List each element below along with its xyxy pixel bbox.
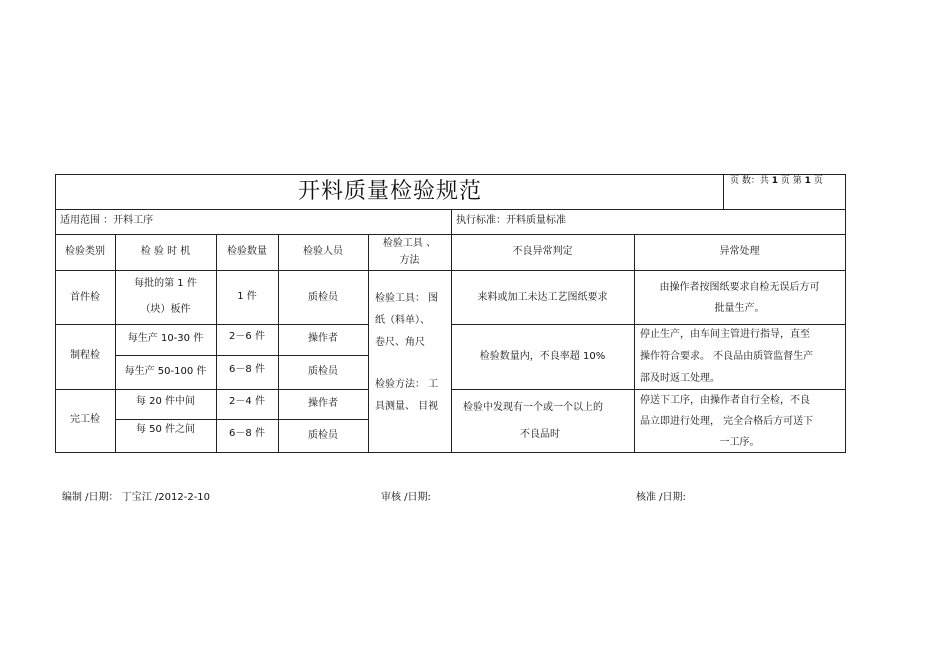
row-final-handling-line2: 品立即进行处理， 完全合格后方可送下 xyxy=(640,416,814,427)
tools-methods-line3: 卷尺、角尺 xyxy=(375,337,425,348)
col-header-quantity: 检验数量 xyxy=(227,246,267,257)
table-line-page-info-left xyxy=(723,174,724,209)
tools-methods-line4: 检验方法： 工 xyxy=(375,379,439,390)
row-final-handling-line3: 一工序。 xyxy=(719,437,760,448)
row-process-defect: 检验数量内，不良率超 10% xyxy=(479,351,606,362)
tools-methods-line2: 纸（料单）、 xyxy=(375,315,430,326)
row-process-quantity-a: 2－6 件 xyxy=(229,331,265,342)
scope-label: 适用范围 ：开料工序 xyxy=(60,215,154,226)
page-total-unit: 页 xyxy=(780,176,790,186)
col-header-defect: 不良异常判定 xyxy=(512,246,573,257)
row-final-quantity-a: 2－4 件 xyxy=(229,396,265,407)
footer-approved: 核准 /日期: xyxy=(636,492,686,503)
row-final-inspector-a: 操作者 xyxy=(308,398,338,409)
table-line-final-split xyxy=(115,419,369,420)
col-header-handling: 异常处理 xyxy=(719,246,760,257)
page-total-value: 1 xyxy=(771,176,779,186)
row-process-timing-b: 每生产 50-100 件 xyxy=(124,366,207,377)
row-final-defect-line1: 检验中发现有一个或一个以上的 xyxy=(463,402,603,413)
page-info xyxy=(730,177,823,186)
row-first-handling-line1: 由操作者按图纸要求自检无误后方可 xyxy=(659,282,820,293)
table-line-first-bottom-left xyxy=(55,324,369,325)
table-line-col-defect xyxy=(634,234,635,453)
table-border-top xyxy=(55,174,846,175)
table-line-col-timing xyxy=(216,234,217,453)
row-process-handling-line2: 操作符合要求。 不良品由质管监督生产 xyxy=(640,351,814,362)
page-total-label: 页 数：共 xyxy=(730,176,769,186)
page-current-label: 第 xyxy=(792,176,802,186)
document-title: 开料质量检验规范 xyxy=(297,179,482,204)
col-header-inspector: 检验人员 xyxy=(303,246,343,257)
row-first-type: 首件检 xyxy=(70,292,100,303)
standard-label: 执行标准：开料质量标准 xyxy=(456,215,566,226)
row-first-quantity: 1 件 xyxy=(237,291,257,302)
table-line-process-split xyxy=(115,355,369,356)
table-line-col-inspector xyxy=(368,234,369,453)
row-first-inspector: 质检员 xyxy=(308,292,338,303)
col-header-tools-line1: 检验工具 、 xyxy=(382,238,437,249)
row-process-inspector-b: 质检员 xyxy=(308,366,338,377)
row-final-quantity-b: 6－8 件 xyxy=(229,428,265,439)
col-header-timing: 检 验 时 机 xyxy=(140,246,191,257)
table-line-process-bottom-left xyxy=(55,389,369,390)
table-border-left xyxy=(55,174,56,453)
footer-prepared: 编制 /日期： 丁宝江 /2012-2-10 xyxy=(62,492,211,503)
table-line-col-tools xyxy=(451,234,452,453)
page-current-unit: 页 xyxy=(813,176,823,186)
row-first-defect: 来料或加工未达工艺图纸要求 xyxy=(477,292,608,303)
col-header-type: 检验类别 xyxy=(65,246,105,257)
table-line-process-bottom-right xyxy=(451,389,846,390)
row-process-type: 制程检 xyxy=(70,350,100,361)
page-current-value: 1 xyxy=(804,176,811,186)
row-final-handling-line1: 停送下工序，由操作者自行全检，不良 xyxy=(640,395,810,406)
row-final-timing-a: 每 20 件中间 xyxy=(135,396,196,407)
tools-methods-line1: 检验工具： 图 xyxy=(375,293,439,304)
row-process-handling-line3: 部及时返工处理。 xyxy=(640,373,720,384)
row-final-defect-line2: 不良品时 xyxy=(520,429,560,440)
table-line-first-bottom-right xyxy=(451,324,846,325)
tools-methods-line5: 具测量、 目视 xyxy=(375,401,439,412)
row-process-handling-line1: 停止生产，由车间主管进行指导，直至 xyxy=(640,329,810,340)
row-first-handling-line2: 批量生产。 xyxy=(714,303,765,314)
footer-reviewed: 审核 /日期: xyxy=(381,492,431,503)
table-line-scope-divider xyxy=(451,209,452,234)
row-first-timing-line2: （块）板件 xyxy=(140,304,191,315)
row-first-timing-line1: 每批的第 1 件 xyxy=(134,278,197,289)
table-border-right xyxy=(845,174,846,453)
row-final-timing-b: 每 50 件之间 xyxy=(135,424,196,435)
row-final-type: 完工检 xyxy=(70,414,100,425)
col-header-tools-line2: 方法 xyxy=(399,255,420,266)
row-process-inspector-a: 操作者 xyxy=(308,333,338,344)
row-process-quantity-b: 6－8 件 xyxy=(229,364,265,375)
row-process-timing-a: 每生产 10-30 件 xyxy=(127,333,204,344)
row-final-inspector-b: 质检员 xyxy=(308,430,338,441)
